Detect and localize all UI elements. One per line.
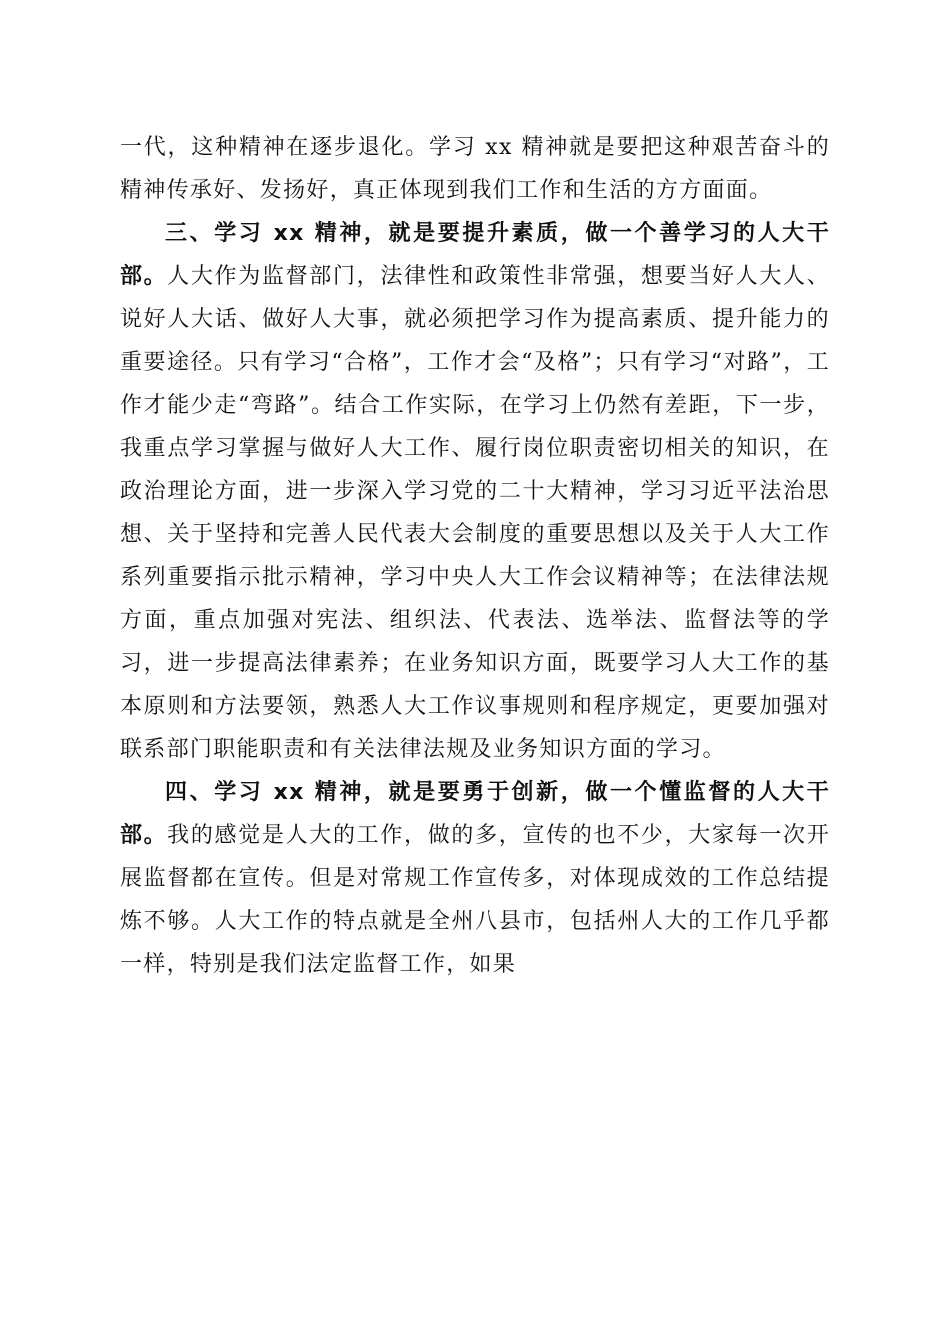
paragraph-body: 人大作为监督部门，法律性和政策性非常强，想要当好人大人、说好人大话、做好人大事，就必须把学习作为提高素质、提升能力的重要途径。只有学习“合格”，工作才会“及格”；只有学习“对路”，工作才能少走“弯路”。结合工作实际，在学习上仍然有差距，下一步，我重点学习掌握与做好人大工作、履行岗位职责密切相关的知识，在政治理论方面，进一步深入学习党的二十大精神，学习习近平法治思想、关于坚持和完善人民代表大会制度的重要思想以及关于人大工作系列重要指示批示精神，学习中央人大工作会议精神等；在法律法规方面，重点加强对宪法、组织法、代表法、选举法、监督法等的学习，进一步提高法律素养；在业务知识方面，既要学习人大工作的基本原则和方法要领，熟悉人大工作议事规则和程序规定，更要加强对联系部门职能职责和有关法律法规及业务知识方面的学习。	[120, 264, 830, 762]
section-four-heading: 四、学习 xx 精神，就是要勇于创新，做一个懂监督的人大干部。	[120, 780, 830, 848]
paragraph-section-four	[120, 771, 830, 986]
paragraph-section-three	[120, 212, 830, 771]
paragraph-body: 一代，这种精神在逐步退化。学习 xx 精神就是要把这种艰苦奋斗的精神传承好、发扬好，真正体现到我们工作和生活的方方面面。	[120, 135, 830, 203]
paragraph-body: 我的感觉是人大的工作，做的多，宣传的也不少，大家每一次开展监督都在宣传。但是对常规工作宣传多，对体现成效的工作总结提炼不够。人大工作的特点就是全州八县市，包括州人大的工作几乎都一样，特别是我们法定监督工作，如果	[120, 823, 830, 977]
document-body	[120, 126, 830, 986]
section-three-heading: 三、学习 xx 精神，就是要提升素质，做一个善学习的人大干部。	[120, 221, 830, 289]
paragraph-continuation	[120, 126, 830, 212]
